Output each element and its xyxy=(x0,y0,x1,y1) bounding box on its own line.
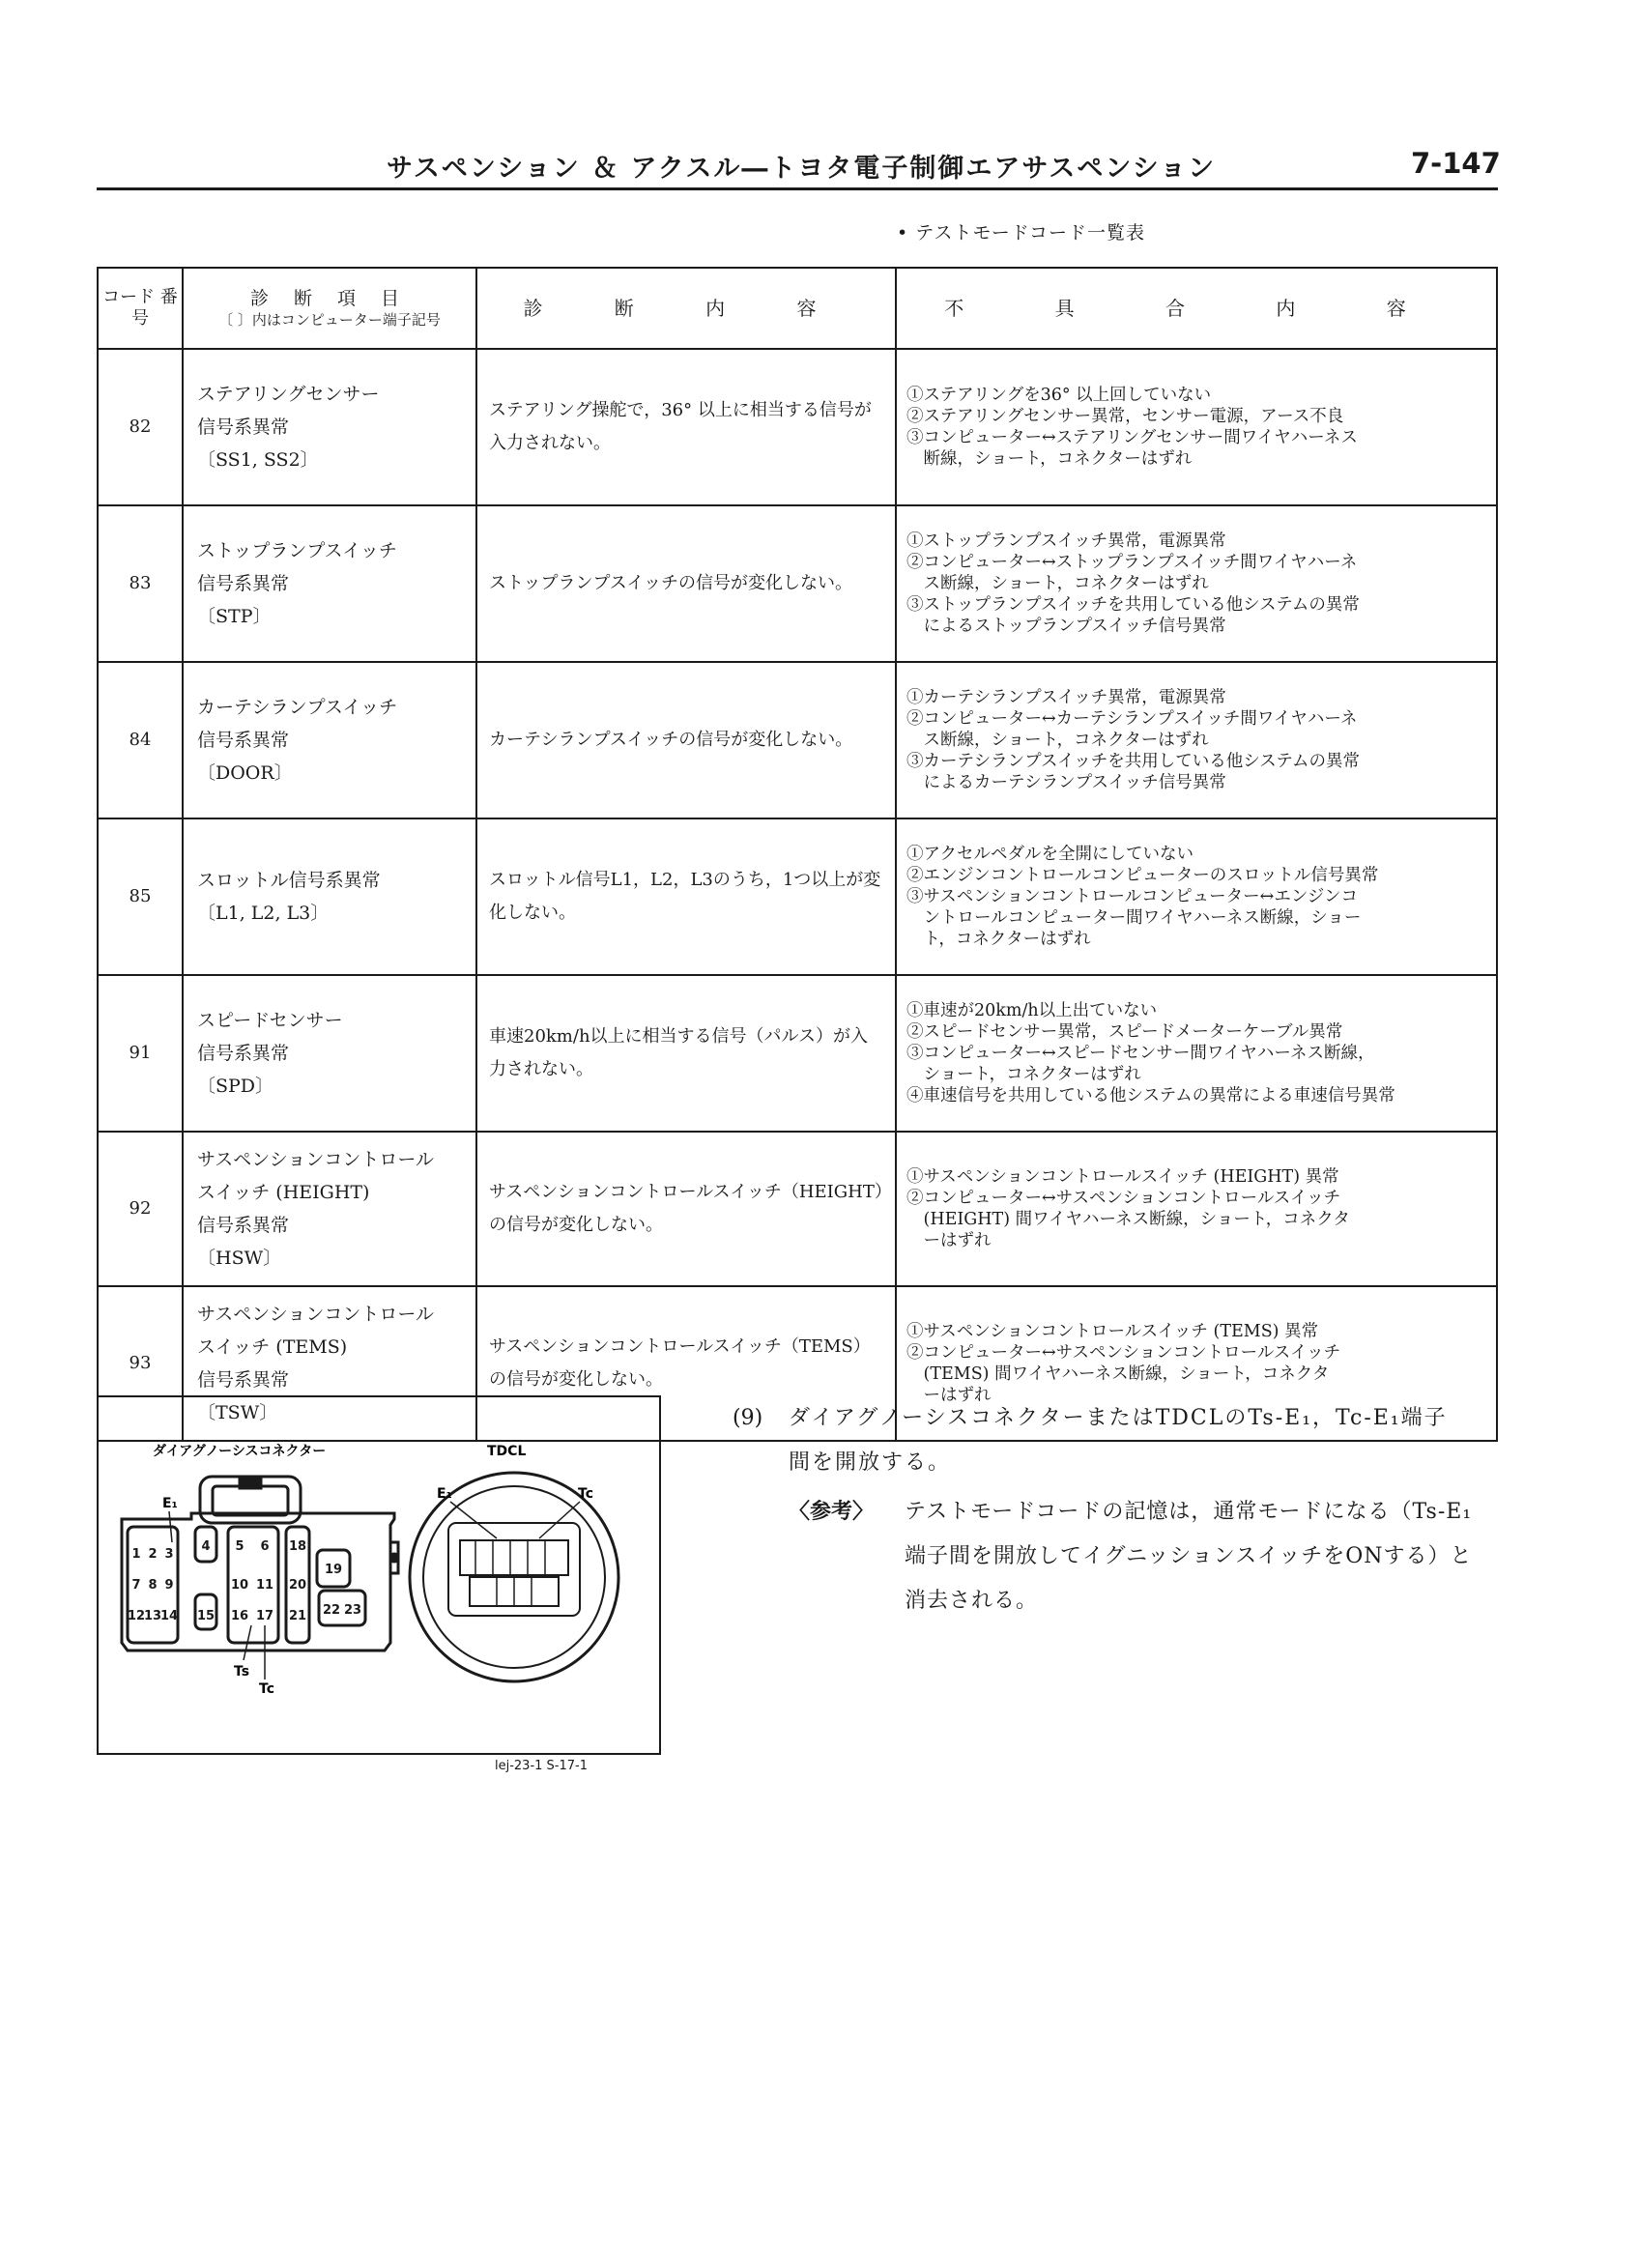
defect-line: ①車速が20km/h以上出ていない xyxy=(906,1001,1158,1020)
pin-labels xyxy=(128,1539,361,1623)
defect-line: ②コンピューター↔サスペンションコントロールスイッチ xyxy=(906,1189,1341,1208)
item-line: 信号系異常 xyxy=(197,1215,290,1236)
item-line: 〔DOOR〕 xyxy=(197,762,293,784)
diagnosis-cell: サスペンションコントロールスイッチ（HEIGHT）の信号が変化しない。 xyxy=(476,1132,896,1286)
item-cell xyxy=(183,505,476,662)
step-text-line1: ダイアグノーシスコネクターまたはTDCLのTs-E₁，Tc-E₁端子 xyxy=(789,1406,1448,1430)
code-cell: 93 xyxy=(98,1286,183,1441)
defect-line: ス断線，ショート，コネクターはずれ xyxy=(906,731,1209,750)
defect-line: ①ステアリングを36° 以上回していない xyxy=(906,386,1212,405)
defect-cell xyxy=(896,505,1497,662)
page-number: 7-147 xyxy=(1411,147,1501,180)
defect-line: によるカーテシランプスイッチ信号異常 xyxy=(906,773,1226,792)
e1-label-right: E₁ xyxy=(437,1486,452,1502)
defect-cell xyxy=(896,349,1497,505)
diagnosis-cell: カーテシランプスイッチの信号が変化しない。 xyxy=(476,662,896,818)
figure-reference: lej-23-1 S-17-1 xyxy=(495,1759,588,1773)
item-line: 〔STP〕 xyxy=(197,606,272,627)
item-line: カーテシランプスイッチ xyxy=(197,697,398,718)
table-caption: • テストモードコード一覧表 xyxy=(897,222,1145,244)
defect-line: ②コンピューター↔カーテシランプスイッチ間ワイヤハーネ xyxy=(906,709,1358,729)
pin-23: 23 xyxy=(343,1603,362,1618)
pin-1: 1 xyxy=(131,1547,141,1562)
code-cell: 92 xyxy=(98,1132,183,1286)
diag-connector-label: ダイアグノーシスコネクター xyxy=(153,1444,327,1459)
item-line: 信号系異常 xyxy=(197,730,290,751)
pin-13: 13 xyxy=(143,1609,162,1623)
pin-7: 7 xyxy=(131,1578,141,1593)
diagnosis-cell: ステアリング操舵で，36° 以上に相当する信号が入力されない。 xyxy=(476,349,896,505)
defect-line: ショート，コネクターはずれ xyxy=(906,1065,1141,1084)
header-diagnosis: 診 断 内 容 xyxy=(476,268,896,349)
pin-17: 17 xyxy=(255,1609,274,1623)
pin-21: 21 xyxy=(288,1609,307,1623)
defect-line: ②コンピューター↔ストップランプスイッチ間ワイヤハーネ xyxy=(906,553,1358,572)
item-line: 〔SPD〕 xyxy=(197,1076,274,1097)
item-cell xyxy=(183,818,476,975)
defect-cell xyxy=(896,818,1497,975)
note-text: テストモードコードの記憶は，通常モードになる（Ts-E₁端子間を開放してイグニッションスイッチをONする）と消去される。 xyxy=(905,1500,1473,1613)
tc-label-left: Tc xyxy=(259,1681,274,1697)
table-row xyxy=(98,662,1497,818)
pin-16: 16 xyxy=(230,1609,249,1623)
step-number: (9) xyxy=(733,1406,763,1430)
item-cell xyxy=(183,975,476,1132)
code-cell: 91 xyxy=(98,975,183,1132)
defect-cell xyxy=(896,662,1497,818)
pin-10: 10 xyxy=(230,1578,249,1593)
step-text-line2: 間を開放する。 xyxy=(789,1450,952,1475)
defect-line: ①サスペンションコントロールスイッチ (HEIGHT) 異常 xyxy=(906,1167,1339,1187)
tdcl-label: TDCL xyxy=(487,1444,527,1459)
defect-line: (HEIGHT) 間ワイヤハーネス断線，ショート，コネクタ xyxy=(906,1210,1350,1229)
code-cell: 84 xyxy=(98,662,183,818)
item-line: スイッチ (TEMS) xyxy=(197,1336,348,1358)
test-mode-code-table xyxy=(97,267,1498,1442)
defect-line: 断線，ショート，コネクターはずれ xyxy=(906,449,1193,469)
table-row xyxy=(98,349,1497,505)
defect-line: ③ストップランプスイッチを共用している他システムの異常 xyxy=(906,595,1360,615)
pin-15: 15 xyxy=(196,1609,216,1623)
header-item xyxy=(183,268,476,349)
item-line: ステアリングセンサー xyxy=(197,384,380,405)
connector-diagram xyxy=(99,1397,659,1753)
code-cell: 82 xyxy=(98,349,183,505)
item-line: スロットル信号系異常 xyxy=(197,870,381,891)
code-cell: 83 xyxy=(98,505,183,662)
table-row xyxy=(98,975,1497,1132)
defect-line: ①カーテシランプスイッチ異常，電源異常 xyxy=(906,688,1226,707)
connector-figure xyxy=(97,1395,661,1755)
table-row xyxy=(98,818,1497,975)
item-line: サスペンションコントロール xyxy=(197,1149,435,1170)
pin-19: 19 xyxy=(324,1563,343,1577)
defect-line: ③サスペンションコントロールコンピューター↔エンジンコ xyxy=(906,887,1358,906)
diagnosis-cell: ストップランプスイッチの信号が変化しない。 xyxy=(476,505,896,662)
defect-cell xyxy=(896,1132,1497,1286)
defect-line: (TEMS) 間ワイヤハーネス断線，ショート，コネクタ xyxy=(906,1364,1330,1384)
pin-8: 8 xyxy=(148,1578,158,1593)
item-line: 信号系異常 xyxy=(197,1043,290,1064)
pin-14: 14 xyxy=(159,1609,179,1623)
item-line: ストップランプスイッチ xyxy=(197,540,397,561)
item-line: 〔SS1, SS2〕 xyxy=(197,449,319,471)
item-line: 〔L1, L2, L3〕 xyxy=(197,903,330,924)
pin-4: 4 xyxy=(201,1539,211,1554)
defect-line: ①サスペンションコントロールスイッチ (TEMS) 異常 xyxy=(906,1322,1319,1341)
header-defect: 不 具 合 内 容 xyxy=(896,268,1497,349)
diagnosis-cell: スロットル信号L1，L2，L3のうち，1つ以上が変化しない。 xyxy=(476,818,896,975)
tdcl-connector xyxy=(410,1473,618,1681)
defect-cell xyxy=(896,975,1497,1132)
pin-9: 9 xyxy=(164,1578,174,1593)
pin-20: 20 xyxy=(288,1578,307,1593)
defect-line: ②エンジンコントロールコンピューターのスロットル信号異常 xyxy=(906,866,1379,885)
pin-11: 11 xyxy=(255,1578,274,1593)
defect-line: ③コンピューター↔スピードセンサー間ワイヤハーネス断線， xyxy=(906,1044,1375,1063)
item-line: スイッチ (HEIGHT) xyxy=(197,1182,370,1203)
ts-label: Ts xyxy=(234,1664,250,1679)
defect-line: ②コンピューター↔サスペンションコントロールスイッチ xyxy=(906,1343,1341,1363)
code-cell: 85 xyxy=(98,818,183,975)
pin-22: 22 xyxy=(322,1603,341,1618)
pin-2: 2 xyxy=(148,1547,158,1562)
defect-line: ーはずれ xyxy=(906,1386,992,1405)
item-cell xyxy=(183,349,476,505)
tc-label-right: Tc xyxy=(578,1486,593,1502)
defect-line: ①アクセルペダルを全開にしていない xyxy=(906,845,1193,864)
item-line: 〔TSW〕 xyxy=(197,1402,278,1423)
header-item-note: 〔 〕内はコンピューター端子記号 xyxy=(218,311,441,330)
pin-12: 12 xyxy=(127,1609,146,1623)
table-row xyxy=(98,505,1497,662)
defect-line: ②スピードセンサー異常，スピードメーターケーブル異常 xyxy=(906,1022,1343,1042)
table-row xyxy=(98,1132,1497,1286)
item-line: 信号系異常 xyxy=(197,573,290,594)
diagnosis-cell: サスペンションコントロールスイッチ（TEMS）の信号が変化しない。 xyxy=(476,1286,896,1441)
item-line: 〔HSW〕 xyxy=(197,1248,282,1269)
note-label: 〈参考〉 xyxy=(789,1499,875,1524)
pin-5: 5 xyxy=(235,1539,244,1554)
defect-line: ②ステアリングセンサー異常，センサー電源，アース不良 xyxy=(906,407,1344,426)
item-cell xyxy=(183,662,476,818)
defect-line: ③カーテシランプスイッチを共用している他システムの異常 xyxy=(906,752,1360,771)
item-line: サスペンションコントロール xyxy=(197,1304,435,1325)
defect-line: ト，コネクターはずれ xyxy=(906,930,1091,949)
e1-label-left: E₁ xyxy=(162,1496,178,1511)
page-header-title: サスペンション ＆ アクスル―トヨタ電子制御エアサスペンション xyxy=(387,154,1217,184)
item-line: 信号系異常 xyxy=(197,1369,290,1391)
item-line: スピードセンサー xyxy=(197,1010,343,1031)
item-cell xyxy=(183,1132,476,1286)
defect-line: ③コンピューター↔ステアリングセンサー間ワイヤハーネス xyxy=(906,428,1358,447)
defect-line: ス断線，ショート，コネクターはずれ xyxy=(906,574,1209,593)
defect-line: ①ストップランプスイッチ異常，電源異常 xyxy=(906,531,1226,551)
header-item-label: 診 断 項 目 xyxy=(249,287,410,309)
item-line: 信号系異常 xyxy=(197,416,290,438)
diagnosis-cell: 車速20km/h以上に相当する信号（パルス）が入力されない。 xyxy=(476,975,896,1132)
header-code: コード 番 号 xyxy=(98,268,183,349)
pin-6: 6 xyxy=(260,1539,270,1554)
pin-3: 3 xyxy=(164,1547,174,1562)
defect-line: ーはずれ xyxy=(906,1231,992,1250)
table-header-row xyxy=(98,268,1497,349)
defect-line: ④車速信号を共用している他システムの異常による車速信号異常 xyxy=(906,1086,1395,1105)
pin-18: 18 xyxy=(288,1539,307,1554)
defect-line: ントロールコンピューター間ワイヤハーネス断線，ショー xyxy=(906,908,1362,928)
defect-line: によるストップランプスイッチ信号異常 xyxy=(906,617,1226,636)
header-rule xyxy=(97,187,1498,190)
